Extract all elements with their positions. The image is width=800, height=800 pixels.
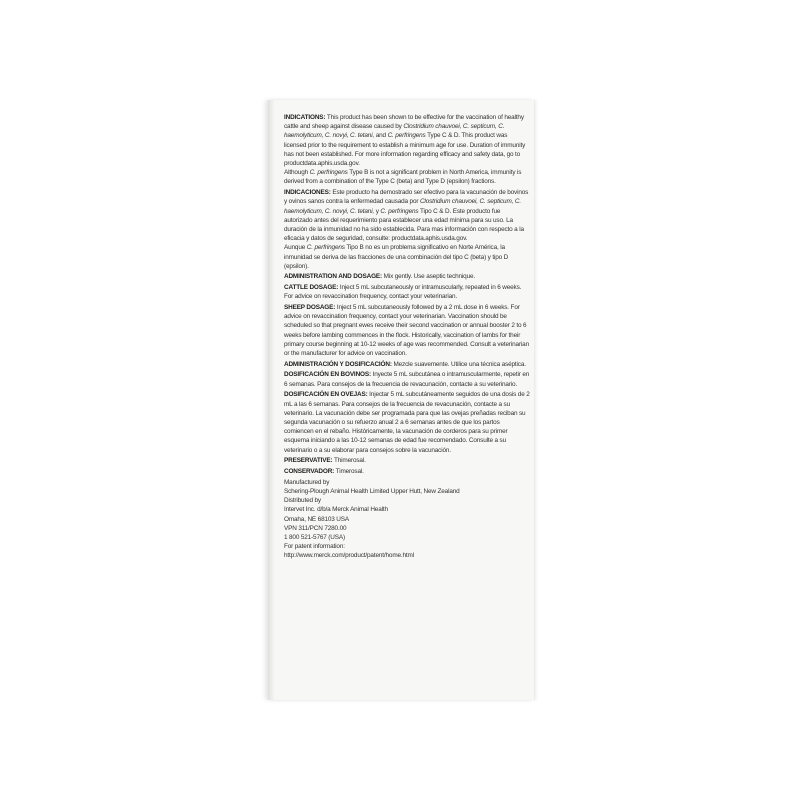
indications-perfringens: C. perfringens — [387, 132, 426, 140]
admin-en-paragraph — [284, 272, 530, 281]
footer-line: 1 800 521-5767 (USA) — [284, 533, 345, 541]
footer-line: Intervet Inc. d/b/a Merck Animal Health — [284, 506, 388, 514]
indications-paragraph — [284, 113, 530, 168]
ovejas-paragraph — [284, 390, 530, 454]
preservative-text: Thimerosal. — [332, 457, 366, 465]
indications-text-1: This product has been shown to be effective for the vaccination of healthy cattle and sheep against disease caused by — [284, 114, 524, 131]
indications-organisms: Clostridium chauvoei, C. septicum, C. haemolyticum, C. novyi, C. tetani, — [284, 123, 505, 140]
indications-heading: INDICATIONS: — [284, 114, 326, 121]
indicaciones-perfringens: C. perfringens — [380, 207, 419, 215]
sheep-dosage-text: Inject 5 mL subcutaneously followed by a 2 mL dose in 6 weeks. For advice on revaccination frequency, contact your veterinarian. Vaccination should be scheduled so that pregnant ewes receive their second vaccination or annual booster 2 to 6 weeks before lambing commences in the flock. Historically, vaccination of lambs for their primary course beginning at 10-12 weeks of age was recommended. Consult a veterinarian or the manufacturer for advice on vaccination. — [284, 304, 529, 358]
admin-en-heading: ADMINISTRATION AND DOSAGE: — [284, 273, 382, 281]
cattle-dosage-text: Inject 5 mL subcutaneously or intramuscularly, repeated in 6 weeks. For advice on revaccination frequency, contact your veterinarian. — [284, 284, 522, 301]
indications-text-2: and — [374, 132, 388, 140]
indicaciones-heading: INDICACIONES: — [284, 189, 331, 197]
patent-url: http://www.merck.com/product/patent/home.html — [284, 552, 414, 560]
indicaciones-text-1: Este producto ha demostrado ser efectivo para la vacunación de bovinos y ovinos sanos contra la enfermedad causada por — [284, 189, 529, 206]
admin-es-text: Mezcle suavemente. Utilice una técnica aséptica. — [391, 360, 526, 368]
indicaciones-text-4: Aunque — [284, 244, 307, 252]
ovejas-text: Injectar 5 mL subcutáneamente seguidos de una dosis de 2 mL a las 6 semanas. Para consejos de la frecuencia de revacunación, contacte a su veterinario. La vacunación debe ser programada para que las ovejas preñadas reciban su segunda vacunación o su refuerzo anual 2 a 6 semanas antes de que los partos comiencen en el rebaño. Históricamente, la vacunación de corderos para su primer esquema iniciando a las 10-12 semanas de edad fue recomendado. Consulte a su veterinario o a su elaborar para consejos sobre la vacunación. — [284, 391, 530, 454]
bovinos-paragraph — [284, 370, 530, 388]
footer-line: Manufactured by — [284, 478, 330, 486]
admin-es-heading: ADMINISTRACIÓN Y DOSIFICACIÓN: — [284, 360, 392, 368]
label-text — [284, 113, 530, 561]
indications-note — [284, 168, 530, 186]
cattle-dosage-paragraph — [284, 283, 530, 301]
footer-line: Schering-Plough Animal Health Limited Upper Hutt, New Zealand — [284, 487, 460, 495]
bovinos-heading: DOSIFICACIÓN EN BOVINOS: — [284, 371, 371, 379]
conservador-heading: CONSERVADOR: — [284, 468, 335, 476]
conservador-paragraph — [284, 467, 530, 476]
footer-line: Omaha, NE 68103 USA — [284, 515, 349, 523]
preservative-paragraph — [284, 456, 530, 465]
indicaciones-text-5: Tipo B no es un problema significativo en Norte América, la inmunidad se deriva de las fracciones de una combinación del tipo C (beta) y tipo D (epsilon). — [284, 244, 509, 270]
indicaciones-paragraph — [284, 188, 530, 243]
sheep-dosage-paragraph — [284, 303, 530, 358]
preservative-heading: PRESERVATIVE: — [284, 457, 333, 465]
sheep-dosage-heading: SHEEP DOSAGE: — [284, 304, 336, 312]
indicaciones-perfringens-2: C. perfringens — [306, 244, 345, 252]
ovejas-heading: DOSIFICACIÓN EN OVEJAS: — [284, 391, 368, 399]
footer-line: Distributed by — [284, 497, 321, 505]
indications-text-5: Type B is not a significant problem in North America, immunity is derived from a combination of the Type C (beta) and Type D (epsilon) fractions. — [284, 169, 522, 186]
footer-line: VPN 311/PCN 7280.00 — [284, 524, 347, 532]
bovinos-text: Inyecte 5 mL subcutánea o intramuscularmente, repetir en 6 semanas. Para consejos de la frecuencia de revacunación, contacte a su veterinario. — [284, 371, 530, 388]
manufacturer-info — [284, 478, 530, 561]
indications-text-4: Although — [284, 169, 310, 177]
indicaciones-text-3: Tipo C & D. Este producto fue autorizado antes del requerimiento para establecer una edad mínima para su uso. La duración de la inmunidad no ha sido establecida. Para mas información con respecto a la eficacia y datos de seguridad, consulte: productdata.aphis.usda.gov. — [284, 207, 524, 243]
indications-perfringens-2: C. perfringens — [309, 169, 348, 177]
panel-edge-shadow — [269, 100, 275, 700]
label-panel — [268, 100, 535, 700]
footer-line: For patent information: — [284, 543, 345, 551]
cattle-dosage-heading: CATTLE DOSAGE: — [284, 284, 339, 292]
indicaciones-note — [284, 243, 530, 271]
admin-es-paragraph — [284, 360, 530, 369]
indicaciones-text-2: y — [374, 207, 381, 215]
conservador-text: Timerosal. — [334, 468, 364, 476]
indicaciones-organisms: Clostridium chauvoei, C. septicum, C. haemolyticum, C. novyi, C. tetani, — [284, 198, 521, 215]
indications-text-3: Type C & D. This product was licensed prior to the requirement to establish a minimum age for use. Duration of immunity has not been established. For more information regarding efficacy and safety data, go to productdata.aphis.usda.gov. — [284, 132, 526, 168]
admin-en-text: Mix gently. Use aseptic technique. — [382, 273, 476, 281]
